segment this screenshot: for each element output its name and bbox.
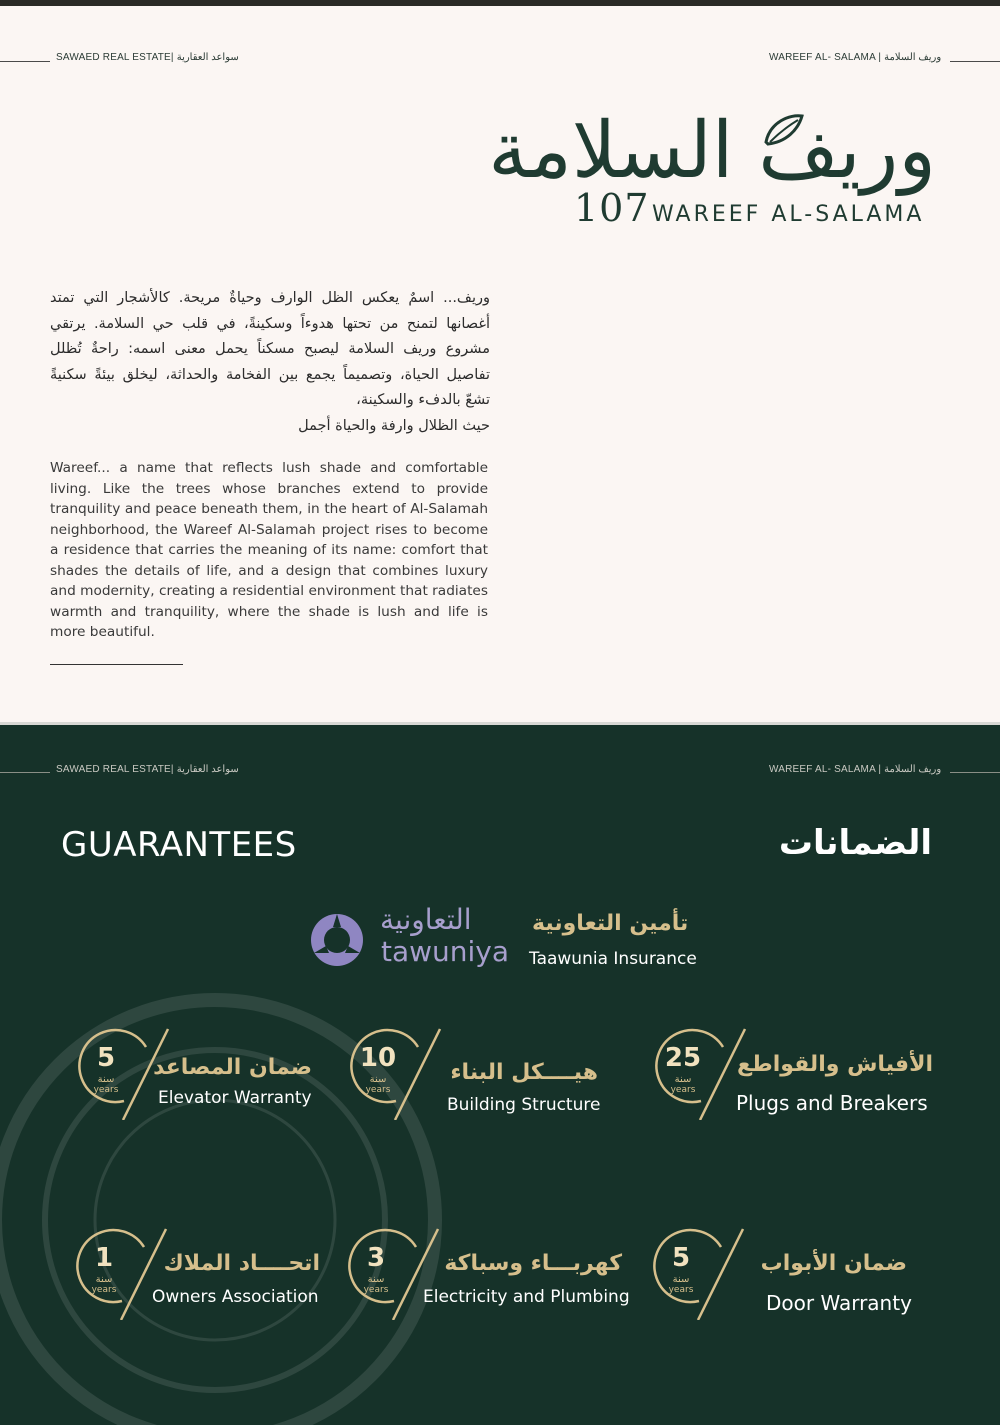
header-project: WAREEF AL- SALAMA | وريف السلامة [769,52,942,63]
insurance-label-english: Taawunia Insurance [529,949,697,969]
years-badge [340,1025,450,1120]
tawuniya-brand-english: tawuniya [381,935,510,968]
leaf-icon [760,112,806,152]
tawuniya-logo-icon [308,911,366,969]
years-badge [643,1225,753,1320]
intro-arabic-body: وريف... اسمٌ يعكس الظل الوارف وحياةٌ مريحة. كالأشجار التي تمتد أغصانها لتمنح من تحتها هدوءاً وسكينةً، في قلب حي السلامة. يرتقي مشروع وريف السلامة ليصبح مسكناً يحمل معنى اسمه: راحةٌ تُظلل تفاصيل الحياة، وتصميماً يجمع بين الفخامة والحداثة، ليخلق بيئةً سكنيةً تشعّ بالدفء والسكينة، [50,290,490,408]
badge-number: 5 [96,1043,116,1073]
guarantee-title-english: Plugs and Breakers [736,1091,928,1115]
guarantees-page [0,725,1000,1425]
guarantee-title-english: Electricity and Plumbing [423,1287,630,1307]
header-rule-left [0,772,50,773]
guarantee-title-arabic: ضمان الأبواب [760,1251,907,1276]
header-rule-right [950,772,1000,773]
guarantees-title-en: GUARANTEES [61,825,297,865]
guarantee-title-english: Elevator Warranty [158,1088,312,1108]
badge-unit-english: years [365,1085,391,1095]
badge-unit-arabic: سنة [97,1074,115,1085]
logo-number: 107 [574,186,650,230]
guarantee-title-english: Owners Association [152,1287,319,1307]
badge-unit-english: years [91,1285,117,1295]
header-rule-left [0,61,50,62]
badge-number: 25 [664,1043,702,1073]
logo-english-wordmark: WAREEF AL-SALAMA [652,202,925,227]
badge-unit-english: years [668,1285,694,1295]
intro-english-paragraph: Wareef... a name that reflects lush shade and comfortable living. Like the trees whose branches extend to provide tranquility and peace beneath them, in the heart of Al-Salamah neighborhood, the Wareef Al-Salamah project rises to become a residence that carries the meaning of its name: comfort that shades the details of life, and a design that combines luxury and modernity, creating a residential environment that radiates warmth and tranquility, where the shade is lush and life is more beautiful. [50,460,488,640]
guarantee-title-arabic: هيــــكل البناء [450,1060,598,1085]
guarantee-title-arabic: الأفياش والقواطع [737,1052,933,1077]
guarantee-title-arabic: كهربـــاء وسباكة [444,1251,622,1276]
tawuniya-brand-arabic: التعاونية [380,903,472,936]
badge-unit-arabic: سنة [367,1274,385,1285]
badge-unit-arabic: سنة [95,1274,113,1285]
badge-number: 10 [359,1043,397,1073]
badge-unit-english: years [363,1285,389,1295]
badge-number: 1 [94,1243,114,1273]
insurance-label-arabic: تأمين التعاونية [532,911,689,936]
guarantee-title-arabic: ضمان المصاعد [153,1055,312,1080]
header-brand: SAWAED REAL ESTATE| سواعد العقارية [56,764,239,775]
guarantee-title-arabic: اتحــــاد الملاك [163,1251,320,1276]
header-brand: SAWAED REAL ESTATE| سواعد العقارية [56,52,239,63]
badge-unit-arabic: سنة [674,1074,692,1085]
badge-unit-arabic: سنة [369,1074,387,1085]
guarantee-title-english: Building Structure [447,1095,601,1115]
intro-arabic-paragraph [50,286,490,439]
intro-page [0,6,1000,722]
badge-unit-arabic: سنة [672,1274,690,1285]
badge-unit-english: years [93,1085,119,1095]
badge-unit-english: years [670,1085,696,1095]
badge-number: 5 [671,1243,691,1273]
guarantees-title-ar: الضمانات [778,823,932,863]
badge-number: 3 [366,1243,386,1273]
guarantee-title-english: Door Warranty [766,1291,912,1315]
logo-arabic-wordmark: وريف السلامة [488,106,936,196]
intro-arabic-tagline: حيث الظلال وارفة والحياة أجمل [298,417,490,434]
header-project: WAREEF AL- SALAMA | وريف السلامة [769,764,942,775]
divider-line [50,664,183,665]
header-rule-right [950,61,1000,62]
